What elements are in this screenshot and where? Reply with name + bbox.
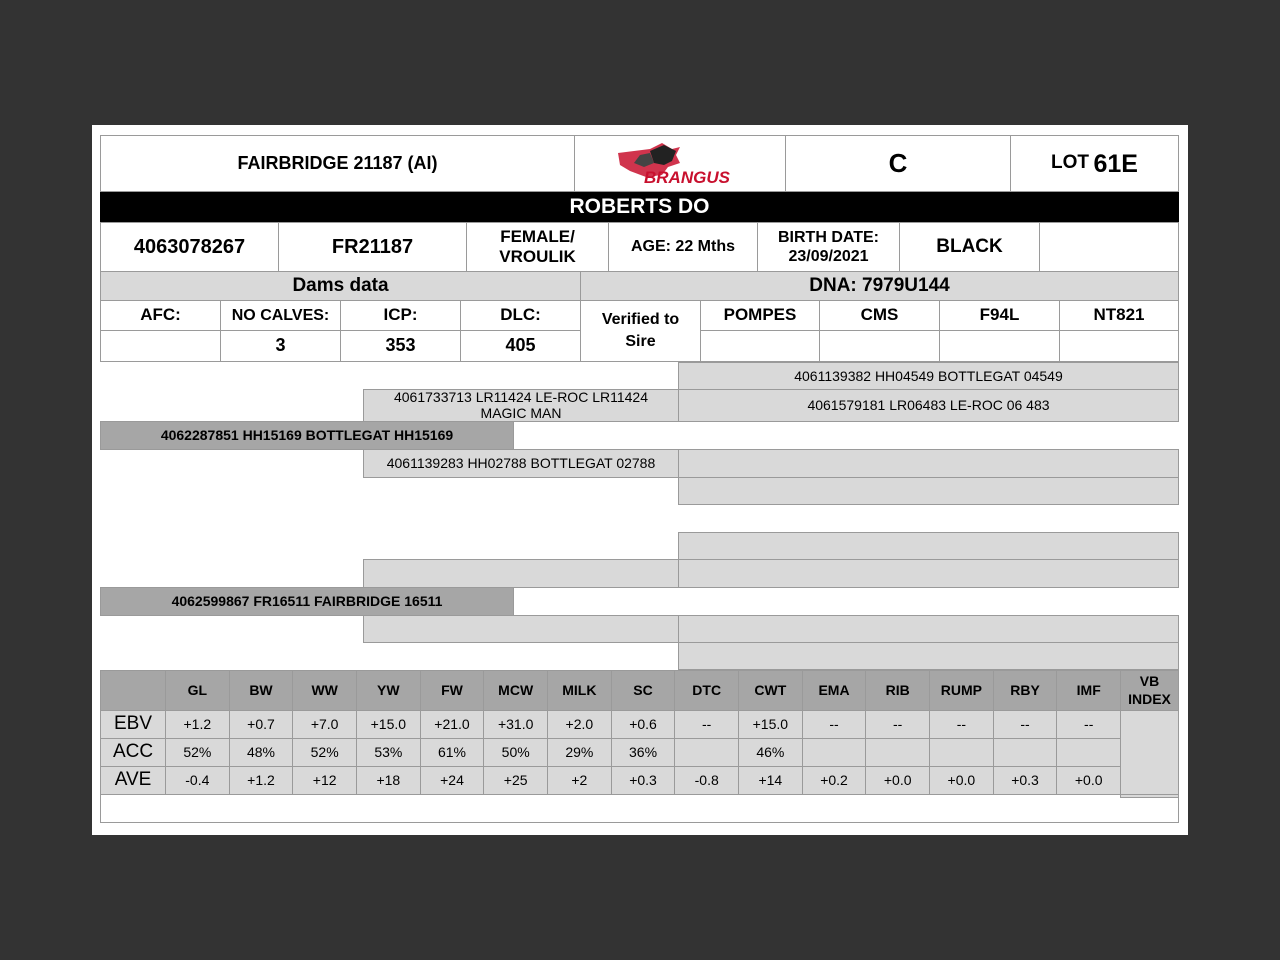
notes-row — [100, 794, 1179, 823]
ebv-header-ema-text: EMA — [818, 682, 850, 699]
ebv-header-vb-index — [1120, 670, 1179, 711]
ebv-value — [802, 766, 867, 795]
pedigree-sire-sire-dam — [678, 389, 1179, 422]
pedigree-text: 4062287851 HH15169 BOTTLEGAT HH15169 — [160, 427, 454, 444]
dams-value-icp — [340, 330, 461, 362]
ebv-header-rby-text: RBY — [1010, 682, 1040, 699]
dams-header-text: ICP: — [383, 305, 418, 325]
ebv-header-fw — [420, 670, 485, 711]
age-text: AGE: 22 Mths — [630, 238, 735, 256]
ebv-value-text: 46% — [756, 744, 785, 761]
ebv-value — [738, 738, 803, 767]
dna-title-text: DNA: 7979U144 — [809, 274, 950, 296]
pedigree-empty — [363, 615, 679, 643]
pedigree-sire-dam — [363, 449, 679, 478]
pedigree-sire-sire — [363, 389, 679, 422]
ebv-value — [611, 710, 676, 739]
ebv-value — [993, 766, 1058, 795]
dams-value-afc — [100, 330, 221, 362]
ebv-value-text: 61% — [437, 744, 467, 761]
ebv-value-text: -0.4 — [185, 772, 210, 789]
ebv-value-text: +24 — [440, 772, 464, 789]
ebv-header-ww-text: WW — [311, 682, 338, 699]
color-text: BLACK — [936, 235, 1003, 257]
ebv-value — [292, 738, 357, 767]
animal-id — [100, 222, 279, 272]
sex-text: FEMALE/ VROULIK — [499, 226, 576, 266]
ebv-header-rby — [993, 670, 1058, 711]
ebv-header-rump-text: RUMP — [940, 682, 982, 699]
lot-number: 61E — [1093, 149, 1138, 178]
ebv-corner — [100, 670, 166, 711]
ebv-value-text: +18 — [376, 772, 401, 789]
lot-prefix: LOT — [1051, 152, 1090, 174]
ebv-header-yw — [356, 670, 421, 711]
ebv-row-label-ave — [100, 766, 166, 795]
ebv-value — [292, 766, 357, 795]
bull-icon — [610, 141, 750, 187]
ebv-value-text: +7.0 — [310, 716, 339, 733]
dams-title — [100, 271, 581, 301]
ebv-value — [738, 710, 803, 739]
dna-test-f94l — [939, 300, 1060, 331]
dna-result — [819, 330, 940, 362]
pedigree-empty — [678, 532, 1179, 560]
ebv-value — [865, 738, 930, 767]
pedigree-sire-sire-sire — [678, 362, 1179, 390]
pedigree-empty — [363, 559, 679, 588]
ebv-value — [865, 766, 930, 795]
ebv-value — [165, 766, 230, 795]
brangus-logo — [574, 135, 786, 192]
dams-header-text: AFC: — [140, 305, 181, 325]
ebv-value — [229, 766, 294, 795]
dna-test-text: NT821 — [1093, 305, 1145, 325]
ebv-value — [611, 738, 676, 767]
ebv-value — [674, 710, 739, 739]
logo-text: BRANGUS — [644, 167, 730, 187]
ebv-value — [993, 710, 1058, 739]
dams-value-dlc — [460, 330, 581, 362]
ebv-row-label-ebv — [100, 710, 166, 739]
ebv-header-dtc-text: DTC — [692, 682, 722, 699]
ebv-value-text: -- — [1020, 716, 1030, 733]
color — [899, 222, 1040, 272]
ebv-value-text: -- — [702, 716, 712, 733]
ebv-value — [483, 766, 548, 795]
ebv-header-gl — [165, 670, 230, 711]
ebv-value-text: +0.6 — [629, 716, 657, 733]
dams-title-text: Dams data — [292, 274, 389, 296]
ebv-value-text: +21.0 — [434, 716, 470, 733]
ebv-row-label-acc-text: ACC — [112, 741, 154, 763]
ebv-header-dtc — [674, 670, 739, 711]
birth-date-label: BIRTH DATE: — [777, 228, 880, 246]
animal-id-text: 4063078267 — [133, 236, 246, 258]
ebv-value-text: +31.0 — [497, 716, 534, 733]
ebv-value-text: 50% — [501, 744, 530, 761]
animal-code — [278, 222, 467, 272]
ebv-row-label-ave-text: AVE — [114, 769, 152, 791]
ebv-value-text: +0.0 — [947, 772, 976, 789]
animal-name-text: FAIRBRIDGE 21187 (AI) — [237, 152, 438, 173]
ebv-value-text: -- — [956, 716, 967, 733]
pedigree-empty — [678, 559, 1179, 588]
dna-result — [939, 330, 1060, 362]
ebv-value-text: +0.2 — [820, 772, 848, 789]
dna-test-text: POMPES — [723, 305, 797, 325]
ebv-header-sc — [611, 670, 676, 711]
ebv-value — [229, 738, 294, 767]
ebv-header-ww — [292, 670, 357, 711]
ebv-value — [229, 710, 294, 739]
dams-header-text: NO CALVES: — [231, 306, 330, 324]
ebv-row-label-acc — [100, 738, 166, 767]
age — [608, 222, 758, 272]
dams-value-text: 353 — [385, 335, 416, 356]
ebv-header-bw-text: BW — [249, 682, 273, 699]
ebv-value-text: +0.0 — [1074, 772, 1103, 789]
ebv-value — [547, 738, 612, 767]
ebv-value-text: +0.3 — [1011, 772, 1039, 789]
dams-header-text: DLC: — [500, 305, 541, 325]
ebv-header-imf — [1056, 670, 1121, 711]
dams-header-dlc — [460, 300, 581, 331]
dna-test-text: F94L — [979, 305, 1020, 325]
ebv-value — [993, 738, 1058, 767]
ebv-value-text: -0.8 — [694, 772, 719, 789]
ebv-value-text: 52% — [183, 744, 212, 761]
verified-to-sire — [580, 300, 701, 362]
ebv-header-imf-text: IMF — [1076, 682, 1101, 699]
pedigree-empty — [678, 642, 1179, 670]
ebv-value — [420, 766, 485, 795]
breeder-name: ROBERTS DO — [569, 195, 710, 219]
ebv-value — [356, 766, 421, 795]
ebv-value-text: +1.2 — [247, 772, 275, 789]
ebv-value — [547, 766, 612, 795]
lot-card — [92, 125, 1188, 835]
ebv-header-rump — [929, 670, 994, 711]
ebv-value-text: 52% — [310, 744, 339, 761]
birth-date-value: 23/09/2021 — [788, 248, 869, 265]
pedigree-dam — [100, 587, 514, 616]
ebv-header-rib-text: RIB — [885, 682, 910, 699]
animal-name — [100, 135, 575, 192]
ebv-row-label-ebv-text: EBV — [113, 713, 153, 735]
ebv-header-mcw — [483, 670, 548, 711]
ebv-header-yw-text: YW — [377, 682, 400, 699]
ebv-value — [420, 738, 485, 767]
breeder-band — [100, 192, 1179, 222]
dna-test-text: CMS — [860, 305, 899, 325]
dna-test-pompes — [700, 300, 820, 331]
ebv-header-bw — [229, 670, 294, 711]
ebv-header-cwt-text: CWT — [754, 682, 787, 699]
ebv-value — [1056, 710, 1121, 739]
ebv-value — [483, 710, 548, 739]
ebv-value-text: -- — [1084, 716, 1094, 733]
grade — [785, 135, 1011, 192]
dams-header-afc — [100, 300, 221, 331]
ebv-value-text: +0.0 — [883, 772, 912, 789]
ebv-value-text: -- — [829, 716, 839, 733]
ebv-value — [165, 710, 230, 739]
dna-result — [700, 330, 820, 362]
ebv-value-text: +1.2 — [183, 716, 212, 733]
dna-test-cms — [819, 300, 940, 331]
ebv-value — [674, 766, 739, 795]
dams-value-calves — [220, 330, 341, 362]
ebv-header-gl-text: GL — [187, 682, 208, 699]
dams-header-icp — [340, 300, 461, 331]
pedigree-empty — [678, 449, 1179, 478]
birth-date — [757, 222, 900, 272]
ebv-value — [611, 766, 676, 795]
dams-value-text: 405 — [505, 335, 536, 356]
ebv-value-text: +15.0 — [370, 716, 407, 733]
ebv-value-text: 29% — [565, 744, 594, 761]
ebv-value-text: 36% — [629, 744, 658, 761]
ebv-value-text: -- — [893, 716, 903, 733]
ebv-value — [547, 710, 612, 739]
ebv-value — [483, 738, 548, 767]
ebv-header-fw-text: FW — [441, 682, 463, 699]
ebv-value-text: +14 — [758, 772, 783, 789]
ebv-header-mcw-text: MCW — [498, 682, 534, 699]
ebv-value — [1056, 738, 1121, 767]
pedigree-sire — [100, 421, 514, 450]
ebv-value — [356, 738, 421, 767]
animal-code-text: FR21187 — [331, 236, 414, 258]
ebv-header-milk-text: MILK — [562, 682, 597, 699]
ebv-value — [929, 738, 994, 767]
ebv-value-text: +0.7 — [247, 716, 275, 733]
ebv-header-rib — [865, 670, 930, 711]
lot-label — [1010, 135, 1179, 192]
dams-header-calves — [220, 300, 341, 331]
ebv-value-text: 53% — [374, 744, 403, 761]
dna-title — [580, 271, 1179, 301]
pedigree-text: 4062599867 FR16511 FAIRBRIDGE 16511 — [171, 593, 443, 610]
pedigree-empty — [678, 615, 1179, 643]
ebv-value-text: +0.3 — [629, 772, 657, 789]
verified-text: Verified to Sire — [601, 310, 680, 350]
ebv-value — [738, 766, 803, 795]
ebv-value-text: +2 — [571, 772, 588, 789]
grade-text: C — [888, 147, 908, 178]
ebv-value-text: +15.0 — [752, 716, 789, 733]
ebv-header-vb-index-text: VB INDEX — [1128, 673, 1171, 707]
ebv-header-cwt — [738, 670, 803, 711]
ebv-value — [674, 738, 739, 767]
ebv-value-text: +2.0 — [565, 716, 594, 733]
ebv-value-text: +12 — [312, 772, 337, 789]
ebv-value — [929, 766, 994, 795]
pedigree-text: 4061579181 LR06483 LE-ROC 06 483 — [807, 397, 1050, 414]
ebv-header-milk — [547, 670, 612, 711]
ebv-header-sc-text: SC — [633, 682, 653, 699]
ebv-value-text: +25 — [503, 772, 528, 789]
dna-test-nt821 — [1059, 300, 1179, 331]
dna-result — [1059, 330, 1179, 362]
sex — [466, 222, 609, 272]
pedigree-empty — [678, 477, 1179, 505]
ebv-value — [929, 710, 994, 739]
pedigree-text: 4061139283 HH02788 BOTTLEGAT 02788 — [386, 455, 656, 472]
ebv-value — [420, 710, 485, 739]
ebv-value-text: 48% — [246, 744, 275, 761]
ebv-value — [1056, 766, 1121, 795]
ebv-value — [292, 710, 357, 739]
ebv-value — [165, 738, 230, 767]
vb-index-value — [1120, 710, 1179, 798]
pedigree-text: 4061733713 LR11424 LE-ROC LR11424 MAGIC MAN — [393, 389, 648, 421]
ebv-value — [802, 738, 867, 767]
ebv-value — [802, 710, 867, 739]
dams-value-text: 3 — [275, 335, 286, 356]
ebv-header-ema — [802, 670, 867, 711]
ebv-value — [865, 710, 930, 739]
pedigree-text: 4061139382 HH04549 BOTTLEGAT 04549 — [794, 367, 1063, 384]
ebv-value — [356, 710, 421, 739]
extra-cell — [1039, 222, 1179, 272]
